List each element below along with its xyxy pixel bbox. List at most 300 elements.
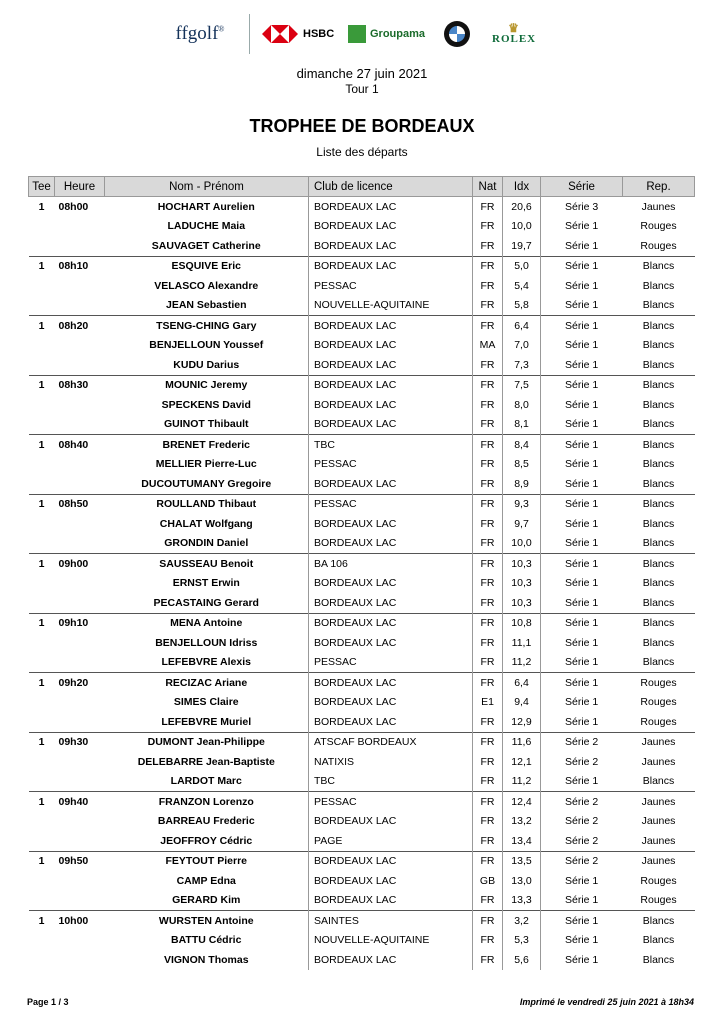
col-tee: Tee [29,177,55,197]
rep-cell: Blancs [623,911,695,931]
col-nom: Nom - Prénom [105,177,309,197]
idx-cell: 5,6 [503,950,541,970]
heure-cell [55,812,105,832]
table-row [29,296,695,316]
rep-cell: Rouges [640,696,677,709]
player-name-cell: VIGNON Thomas [163,953,249,966]
heure-cell: 09h10 [55,613,105,633]
table-row [29,633,695,653]
idx-cell: 8,9 [503,474,541,494]
tee-cell [29,931,55,951]
table-row [29,673,695,693]
rep-cell: Jaunes [623,197,695,217]
tee-cell: 1 [29,554,55,574]
tee-cell: 1 [29,911,55,931]
tee-cell: 1 [29,494,55,514]
col-idx: Idx [503,177,541,197]
nat-cell: FR [473,653,503,673]
club-cell: BORDEAUX LAC [309,197,473,217]
serie-cell: Série 1 [541,653,623,673]
heure-cell [55,474,105,494]
page-title: TROPHEE DE BORDEAUX [249,116,475,136]
club-cell: BORDEAUX LAC [309,217,473,237]
club-cell: SAINTES [309,911,473,931]
tee-cell [29,296,55,316]
serie-cell: Série 1 [541,593,623,613]
club-cell: BORDEAUX LAC [309,375,473,395]
club-cell: BORDEAUX LAC [309,316,473,336]
serie-cell: Série 2 [541,792,623,812]
serie-cell: Série 1 [541,712,623,732]
nat-cell: FR [473,415,503,435]
nat-cell: FR [473,355,503,375]
table-row [29,455,695,475]
serie-cell: Série 2 [541,851,623,871]
round-label: Tour 1 [345,82,379,96]
nat-cell: FR [473,316,503,336]
rep-cell: Rouges [623,673,695,693]
heure-cell: 09h20 [55,673,105,693]
nat-cell: FR [473,931,503,951]
table-row [29,732,695,752]
club-cell: PESSAC [309,653,473,673]
nat-cell: FR [473,217,503,237]
nat-cell: FR [473,296,503,316]
idx-cell: 12,1 [503,752,541,772]
club-cell: PESSAC [309,494,473,514]
rep-cell: Blancs [623,375,695,395]
heure-cell [55,752,105,772]
tee-cell [29,355,55,375]
table-row [29,276,695,296]
idx-cell: 10,8 [503,613,541,633]
player-name-cell: TSENG-CHING Gary [105,316,309,336]
idx-cell: 8,5 [503,455,541,475]
club-cell: BA 106 [309,554,473,574]
tee-cell [29,395,55,415]
heure-cell: 08h30 [55,375,105,395]
player-name-cell: WURSTEN Antoine [105,911,309,931]
groupama-logo: Groupama [348,25,440,43]
club-cell: BORDEAUX LAC [309,514,473,534]
player-name-cell: DELEBARRE Jean-Baptiste [137,755,275,768]
heure-cell [55,633,105,653]
player-name-cell: LADUCHE Maia [167,220,246,233]
nat-cell: FR [473,911,503,931]
serie-cell: Série 1 [541,514,623,534]
heure-cell [55,693,105,713]
nat-cell: FR [473,792,503,812]
rep-cell: Blancs [623,256,695,276]
rep-cell: Blancs [623,316,695,336]
heure-cell: 09h30 [55,732,105,752]
table-header-row [29,177,695,197]
page-number: Page 1 / 3 [27,997,69,1007]
groupama-mark-icon [348,25,366,43]
rep-cell: Blancs [642,458,675,471]
hsbc-hexagon-icon [262,25,298,43]
serie-cell: Série 1 [541,633,623,653]
serie-cell: Série 2 [541,752,623,772]
club-cell: ATSCAF BORDEAUX [309,732,473,752]
nat-cell: FR [473,276,503,296]
tee-cell: 1 [29,613,55,633]
club-cell: BORDEAUX LAC [309,891,473,911]
nat-cell: FR [473,494,503,514]
rep-cell: Blancs [642,537,675,550]
tee-cell [29,534,55,554]
heure-cell [55,296,105,316]
idx-cell: 10,0 [503,217,541,237]
player-name-cell: RECIZAC Ariane [105,673,309,693]
idx-cell: 10,3 [503,574,541,594]
table-row [29,752,695,772]
serie-cell: Série 1 [541,871,623,891]
heure-cell [55,593,105,613]
player-name-cell: FRANZON Lorenzo [105,792,309,812]
idx-cell: 13,3 [503,891,541,911]
table-row [29,871,695,891]
player-name-cell: BENJELLOUN Youssef [149,339,264,352]
heure-cell [55,455,105,475]
heure-cell [55,772,105,792]
heure-cell [55,712,105,732]
club-cell: PESSAC [309,792,473,812]
heure-cell [55,574,105,594]
player-name-cell: ROULLAND Thibaut [105,494,309,514]
club-cell: BORDEAUX LAC [309,613,473,633]
table-row [29,355,695,375]
idx-cell: 11,6 [503,732,541,752]
club-cell: BORDEAUX LAC [309,336,473,356]
nat-cell: FR [473,831,503,851]
idx-cell: 12,4 [503,792,541,812]
table-row [29,574,695,594]
page-subtitle: Liste des départs [316,145,408,159]
serie-cell: Série 1 [541,395,623,415]
event-date: dimanche 27 juin 2021 [296,66,428,81]
table-row [29,494,695,514]
player-name-cell: BENJELLOUN Idriss [155,636,258,649]
logo-divider [249,14,250,54]
idx-cell: 11,2 [503,653,541,673]
tee-cell [29,514,55,534]
club-cell: BORDEAUX LAC [309,712,473,732]
player-name-cell: BATTU Cédric [171,934,242,947]
rep-cell: Rouges [640,874,677,887]
table-row [29,316,695,336]
tee-cell [29,593,55,613]
nat-cell: FR [473,950,503,970]
rep-cell: Jaunes [623,732,695,752]
nat-cell: E1 [473,693,503,713]
player-name-cell: LARDOT Marc [170,775,242,788]
idx-cell: 19,7 [503,236,541,256]
nat-cell: FR [473,633,503,653]
idx-cell: 7,3 [503,355,541,375]
tee-cell [29,415,55,435]
player-name-cell: FEYTOUT Pierre [105,851,309,871]
idx-cell: 10,3 [503,593,541,613]
idx-cell: 13,4 [503,831,541,851]
serie-cell: Série 1 [541,693,623,713]
heure-cell [55,950,105,970]
rep-cell: Blancs [623,435,695,455]
serie-cell: Série 1 [541,415,623,435]
idx-cell: 5,3 [503,931,541,951]
nat-cell: FR [473,613,503,633]
club-cell: TBC [309,435,473,455]
heure-cell: 10h00 [55,911,105,931]
club-cell: BORDEAUX LAC [309,812,473,832]
serie-cell: Série 2 [541,831,623,851]
idx-cell: 20,6 [503,197,541,217]
heure-cell [55,395,105,415]
heure-cell [55,534,105,554]
rep-cell: Blancs [642,596,675,609]
serie-cell: Série 1 [541,931,623,951]
nat-cell: FR [473,772,503,792]
idx-cell: 13,2 [503,812,541,832]
player-name-cell: GERARD Kim [172,894,241,907]
player-name-cell: HOCHART Aurelien [105,197,309,217]
serie-cell: Série 1 [541,276,623,296]
idx-cell: 10,3 [503,554,541,574]
player-name-cell: PECASTAING Gerard [153,596,259,609]
player-name-cell: SAUVAGET Catherine [151,239,261,252]
heure-cell [55,336,105,356]
serie-cell: Série 1 [541,316,623,336]
club-cell: BORDEAUX LAC [309,355,473,375]
tee-cell [29,812,55,832]
nat-cell: GB [473,871,503,891]
serie-cell: Série 1 [541,494,623,514]
table-row [29,236,695,256]
idx-cell: 6,4 [503,673,541,693]
tee-cell: 1 [29,375,55,395]
player-name-cell: DUMONT Jean-Philippe [105,732,309,752]
serie-cell: Série 2 [541,812,623,832]
player-name-cell: SPECKENS David [161,398,251,411]
club-cell: BORDEAUX LAC [309,534,473,554]
serie-cell: Série 1 [541,554,623,574]
serie-cell: Série 1 [541,534,623,554]
rep-cell: Blancs [642,299,675,312]
table-row [29,336,695,356]
club-cell: NATIXIS [309,752,473,772]
club-cell: BORDEAUX LAC [309,950,473,970]
sponsor-logos [155,10,575,58]
nat-cell: FR [473,435,503,455]
heure-cell [55,217,105,237]
rep-cell: Blancs [642,517,675,530]
serie-cell: Série 1 [541,256,623,276]
club-cell: PAGE [309,831,473,851]
rolex-logo: ♛ ROLEX [492,21,537,45]
player-name-cell: MELLIER Pierre-Luc [155,458,257,471]
serie-cell: Série 1 [541,355,623,375]
tee-cell: 1 [29,851,55,871]
nat-cell: FR [473,236,503,256]
idx-cell: 5,0 [503,256,541,276]
col-rep: Rep. [623,177,695,197]
table-row [29,415,695,435]
table-row [29,772,695,792]
heure-cell: 09h00 [55,554,105,574]
rep-cell: Rouges [640,894,677,907]
idx-cell: 8,0 [503,395,541,415]
nat-cell: FR [473,891,503,911]
heure-cell [55,514,105,534]
table-row [29,514,695,534]
tee-cell: 1 [29,673,55,693]
player-name-cell: GUINOT Thibault [163,418,249,431]
heure-cell: 08h00 [55,197,105,217]
serie-cell: Série 1 [541,435,623,455]
rep-cell: Blancs [642,477,675,490]
rep-cell: Rouges [640,715,677,728]
serie-cell: Série 1 [541,296,623,316]
player-name-cell: ESQUIVE Eric [105,256,309,276]
tee-cell [29,693,55,713]
table-row [29,435,695,455]
club-cell: NOUVELLE-AQUITAINE [309,931,473,951]
nat-cell: FR [473,593,503,613]
nat-cell: FR [473,554,503,574]
heure-cell [55,653,105,673]
serie-cell: Série 1 [541,673,623,693]
heure-cell: 08h40 [55,435,105,455]
heure-cell: 09h40 [55,792,105,812]
idx-cell: 10,0 [503,534,541,554]
rep-cell: Blancs [642,577,675,590]
nat-cell: FR [473,673,503,693]
idx-cell: 9,3 [503,494,541,514]
rep-cell: Blancs [642,279,675,292]
tee-cell [29,633,55,653]
idx-cell: 3,2 [503,911,541,931]
tee-cell [29,831,55,851]
table-row [29,554,695,574]
rep-cell: Jaunes [641,815,676,828]
serie-cell: Série 1 [541,455,623,475]
heure-cell [55,415,105,435]
tee-cell [29,336,55,356]
tee-cell: 1 [29,435,55,455]
heure-cell: 08h50 [55,494,105,514]
rep-cell: Jaunes [623,851,695,871]
rep-cell: Blancs [642,398,675,411]
crown-icon: ♛ [508,21,520,35]
idx-cell: 13,0 [503,871,541,891]
heure-cell: 08h10 [55,256,105,276]
player-name-cell: CHALAT Wolfgang [159,517,253,530]
table-row [29,593,695,613]
ffgolf-logo: ffgolf® [175,23,225,44]
player-name-cell: CAMP Edna [176,874,236,887]
serie-cell: Série 1 [541,772,623,792]
club-cell: NOUVELLE-AQUITAINE [309,296,473,316]
club-cell: TBC [309,772,473,792]
nat-cell: FR [473,574,503,594]
club-cell: BORDEAUX LAC [309,256,473,276]
serie-cell: Série 1 [541,217,623,237]
idx-cell: 12,9 [503,712,541,732]
table-row [29,851,695,871]
idx-cell: 13,5 [503,851,541,871]
idx-cell: 7,5 [503,375,541,395]
tee-cell [29,950,55,970]
table-row [29,375,695,395]
tee-cell [29,653,55,673]
tee-cell [29,474,55,494]
rep-cell: Blancs [642,358,675,371]
table-row [29,812,695,832]
serie-cell: Série 1 [541,613,623,633]
heure-cell: 08h20 [55,316,105,336]
table-row [29,395,695,415]
table-row [29,613,695,633]
table-row [29,831,695,851]
table-row [29,217,695,237]
serie-cell: Série 1 [541,891,623,911]
club-cell: BORDEAUX LAC [309,593,473,613]
table-row [29,891,695,911]
club-cell: BORDEAUX LAC [309,633,473,653]
col-nat: Nat [473,177,503,197]
nat-cell: FR [473,197,503,217]
serie-cell: Série 1 [541,911,623,931]
player-name-cell: KUDU Darius [173,358,240,371]
player-name-cell: JEOFFROY Cédric [160,834,253,847]
tee-cell [29,217,55,237]
rep-cell: Blancs [642,656,675,669]
nat-cell: FR [473,474,503,494]
club-cell: BORDEAUX LAC [309,871,473,891]
nat-cell: FR [473,752,503,772]
player-name-cell: LEFEBVRE Muriel [161,715,252,728]
col-serie: Série [541,177,623,197]
tee-cell: 1 [29,792,55,812]
club-cell: BORDEAUX LAC [309,851,473,871]
player-name-cell: DUCOUTUMANY Gregoire [141,477,272,490]
nat-cell: FR [473,732,503,752]
tee-cell [29,276,55,296]
rep-cell: Blancs [623,554,695,574]
serie-cell: Série 3 [541,197,623,217]
tee-cell [29,712,55,732]
table-row [29,197,695,217]
club-cell: BORDEAUX LAC [309,673,473,693]
tee-cell [29,772,55,792]
rep-cell: Blancs [642,934,675,947]
idx-cell: 9,7 [503,514,541,534]
table-row [29,474,695,494]
tee-cell [29,236,55,256]
idx-cell: 11,1 [503,633,541,653]
table-row [29,712,695,732]
rep-cell: Blancs [642,636,675,649]
player-name-cell: SIMES Claire [173,696,239,709]
player-name-cell: GRONDIN Daniel [164,537,249,550]
hsbc-logo: HSBC [262,25,348,43]
serie-cell: Série 1 [541,950,623,970]
idx-cell: 5,8 [503,296,541,316]
col-club: Club de licence [309,177,473,197]
table-row [29,792,695,812]
idx-cell: 7,0 [503,336,541,356]
club-cell: BORDEAUX LAC [309,395,473,415]
